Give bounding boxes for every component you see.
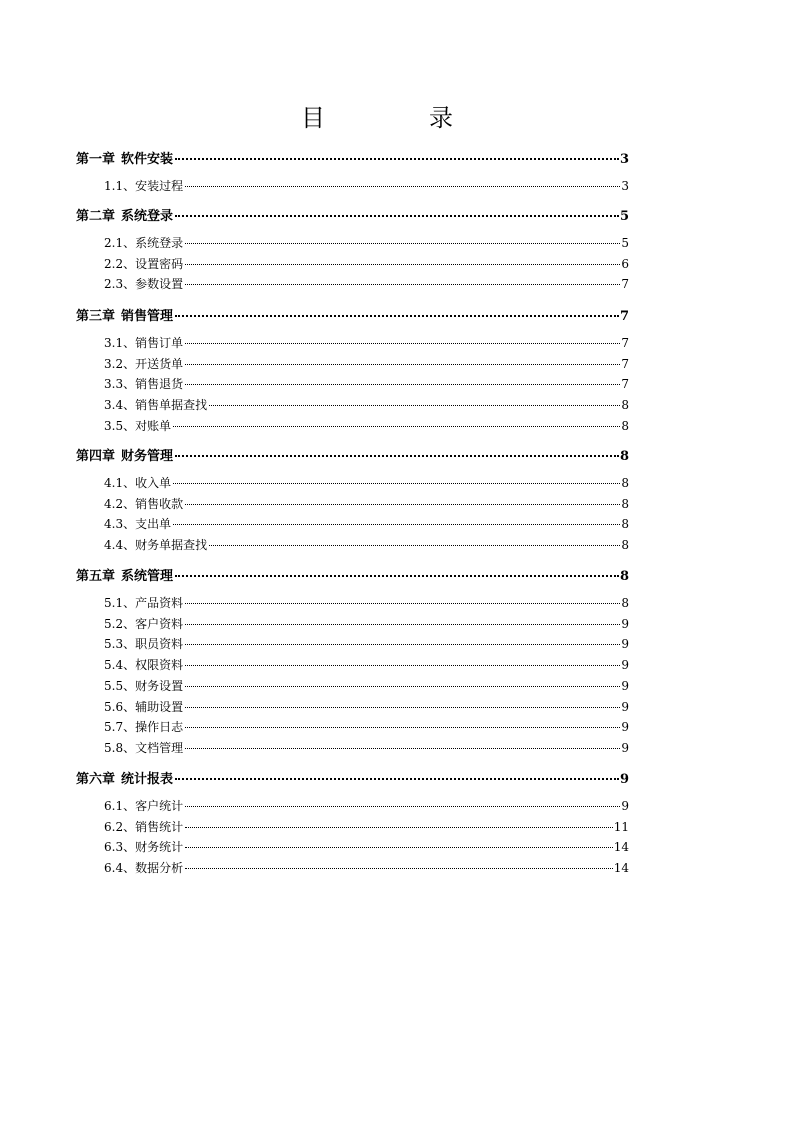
section-title: 产品资料 (135, 596, 184, 610)
dot-leader (173, 426, 620, 427)
section-label (104, 255, 183, 272)
toc-section-entry[interactable] (104, 536, 629, 554)
dot-leader (185, 806, 620, 807)
section-title: 系统登录 (135, 236, 184, 250)
dot-leader (185, 727, 620, 728)
section-label (104, 635, 183, 652)
page-number: 8 (621, 476, 629, 490)
dot-leader (185, 284, 620, 285)
section-title: 文档管理 (135, 740, 184, 755)
section-label (104, 177, 183, 194)
dot-leader (175, 575, 619, 577)
section-label (104, 515, 171, 532)
page-number: 8 (621, 538, 629, 553)
chapter-title: 销售管理 (121, 309, 174, 324)
dot-leader (185, 624, 620, 625)
section-label (104, 615, 183, 632)
chapter-title: 软件安装 (121, 152, 174, 167)
dot-leader (175, 158, 619, 160)
section-title: 安装过程 (135, 179, 184, 193)
section-number: 6.1、 (104, 799, 136, 813)
chapter-number: 第一章 (76, 152, 116, 167)
page-number: 9 (621, 637, 629, 652)
section-label (104, 677, 183, 694)
dot-leader (209, 545, 620, 546)
page-number: 14 (613, 861, 629, 876)
section-number: 4.2、 (104, 496, 136, 511)
page-number: 9 (621, 678, 629, 693)
toc-section-entry[interactable] (104, 698, 629, 716)
page-number: 9 (621, 720, 629, 735)
section-label (104, 859, 183, 876)
section-title: 对账单 (135, 418, 172, 433)
chapter-number: 第四章 (76, 449, 116, 464)
section-label (104, 495, 183, 512)
page-number: 8 (621, 596, 629, 610)
chapter-number: 第二章 (76, 209, 116, 224)
section-title: 设置密码 (135, 256, 184, 271)
toc-section-entry[interactable] (104, 275, 629, 293)
section-title: 操作日志 (135, 720, 184, 735)
dot-leader (175, 315, 619, 317)
dot-leader (185, 644, 620, 645)
dot-leader (173, 483, 620, 484)
dot-leader (185, 847, 613, 848)
toc-chapter-entry[interactable] (76, 445, 629, 463)
dot-leader (185, 364, 620, 365)
section-title: 财务单据查找 (135, 538, 208, 553)
toc-section-entry[interactable] (104, 718, 629, 736)
chapter-label (76, 205, 173, 224)
section-label (104, 838, 183, 855)
section-number: 3.1、 (104, 336, 136, 350)
page-number: 11 (613, 819, 629, 834)
toc-section-entry[interactable] (104, 838, 629, 856)
section-number: 2.3、 (104, 277, 136, 292)
section-title: 数据分析 (135, 861, 184, 876)
page-number: 14 (613, 840, 629, 855)
section-title: 客户资料 (135, 616, 184, 631)
dot-leader (185, 707, 620, 708)
section-number: 5.4、 (104, 658, 136, 673)
dot-leader (185, 748, 620, 749)
page-number: 8 (621, 398, 629, 413)
chapter-number: 第六章 (76, 772, 116, 787)
section-label (104, 275, 183, 292)
dot-leader (209, 405, 620, 406)
section-label (104, 739, 183, 756)
toc-chapter-entry[interactable] (76, 148, 629, 166)
toc-section-entry[interactable] (104, 474, 629, 492)
section-number: 3.3、 (104, 377, 136, 392)
toc-section-entry[interactable] (104, 177, 629, 195)
toc-section-entry[interactable] (104, 739, 629, 757)
section-title: 销售统计 (135, 819, 184, 834)
toc-section-entry[interactable] (104, 859, 629, 877)
page-number: 3 (619, 152, 629, 167)
toc-section-entry[interactable] (104, 334, 629, 352)
chapter-title: 系统管理 (121, 569, 174, 584)
page-number: 5 (619, 209, 629, 224)
chapter-title: 财务管理 (121, 449, 174, 464)
chapter-title: 系统登录 (121, 209, 174, 224)
section-label (104, 417, 171, 434)
section-number: 5.2、 (104, 616, 136, 631)
section-number: 6.3、 (104, 840, 136, 855)
page-number: 8 (619, 449, 629, 464)
section-title: 销售退货 (135, 377, 184, 392)
dot-leader (185, 686, 620, 687)
chapter-label (76, 768, 173, 787)
page-number: 7 (621, 356, 629, 371)
section-label (104, 718, 183, 735)
section-title: 收入单 (135, 476, 172, 490)
section-label (104, 698, 183, 715)
dot-leader (185, 384, 620, 385)
section-title: 权限资料 (135, 658, 184, 673)
section-title: 销售订单 (135, 336, 184, 350)
section-title: 财务设置 (135, 678, 184, 693)
page-number: 8 (621, 496, 629, 511)
chapter-title: 统计报表 (121, 772, 174, 787)
section-number: 5.6、 (104, 699, 136, 714)
toc-section-entry[interactable] (104, 656, 629, 674)
page-number: 9 (621, 740, 629, 755)
toc-section-entry[interactable] (104, 615, 629, 633)
toc-section-entry[interactable] (104, 355, 629, 373)
toc-chapter-entry[interactable] (76, 205, 629, 223)
section-title: 参数设置 (135, 277, 184, 292)
section-number: 6.4、 (104, 861, 136, 876)
toc-section-entry[interactable] (104, 635, 629, 653)
dot-leader (185, 504, 620, 505)
section-number: 5.3、 (104, 637, 136, 652)
section-number: 5.1、 (104, 596, 136, 610)
page-number: 9 (621, 699, 629, 714)
dot-leader (185, 186, 620, 187)
section-label (104, 536, 207, 553)
dot-leader (175, 778, 619, 780)
chapter-number: 第三章 (76, 309, 116, 324)
section-title: 客户统计 (135, 799, 184, 813)
section-title: 销售收款 (135, 496, 184, 511)
section-label (104, 656, 183, 673)
toc-section-entry[interactable] (104, 417, 629, 435)
page-number: 6 (621, 256, 629, 271)
toc-chapter-entry[interactable] (76, 565, 629, 583)
page-number: 7 (619, 309, 629, 324)
section-number: 2.1、 (104, 236, 136, 250)
page-number: 7 (621, 377, 629, 392)
toc-section-entry[interactable] (104, 495, 629, 513)
dot-leader (185, 827, 613, 828)
section-label (104, 474, 171, 491)
section-title: 开送货单 (135, 356, 184, 371)
section-title: 职员资料 (135, 637, 184, 652)
section-number: 5.8、 (104, 740, 136, 755)
dot-leader (185, 665, 620, 666)
page-number: 9 (619, 772, 629, 787)
page-number: 8 (619, 569, 629, 584)
chapter-label (76, 305, 173, 324)
toc-section-entry[interactable] (104, 515, 629, 533)
dot-leader (175, 455, 619, 457)
chapter-number: 第五章 (76, 569, 116, 584)
toc-section-entry[interactable] (104, 677, 629, 695)
page-number: 7 (621, 277, 629, 292)
dot-leader (185, 243, 620, 244)
toc-section-entry[interactable] (104, 818, 629, 836)
section-title: 销售单据查找 (135, 398, 208, 413)
dot-leader (175, 215, 619, 217)
section-number: 4.3、 (104, 517, 136, 532)
section-label (104, 797, 183, 814)
section-title: 辅助设置 (135, 699, 184, 714)
section-number: 3.5、 (104, 418, 136, 433)
chapter-label (76, 445, 173, 464)
section-number: 2.2、 (104, 256, 136, 271)
chapter-label (76, 148, 173, 167)
dot-leader (185, 264, 620, 265)
section-label (104, 334, 183, 351)
section-label (104, 234, 183, 251)
section-number: 1.1、 (104, 179, 136, 193)
toc-title: 目 录 (301, 104, 493, 132)
section-title: 支出单 (135, 517, 172, 532)
section-number: 4.4、 (104, 538, 136, 553)
section-number: 5.7、 (104, 720, 136, 735)
dot-leader (173, 524, 620, 525)
page-number: 7 (621, 336, 629, 350)
chapter-label (76, 565, 173, 584)
page-number: 9 (621, 658, 629, 673)
toc-section-entry[interactable] (104, 234, 629, 252)
page-number: 3 (621, 179, 629, 193)
section-number: 3.4、 (104, 398, 136, 413)
section-number: 3.2、 (104, 356, 136, 371)
toc-section-entry[interactable] (104, 255, 629, 273)
toc-section-entry[interactable] (104, 396, 629, 414)
section-label (104, 594, 183, 611)
page-number: 5 (621, 236, 629, 250)
section-label (104, 355, 183, 372)
dot-leader (185, 868, 613, 869)
page-number: 8 (621, 418, 629, 433)
dot-leader (185, 343, 620, 344)
page-number: 9 (621, 616, 629, 631)
section-label (104, 818, 183, 835)
dot-leader (185, 603, 620, 604)
section-label (104, 375, 183, 392)
toc-section-entry[interactable] (104, 594, 629, 612)
section-label (104, 396, 207, 413)
section-number: 6.2、 (104, 819, 136, 834)
page-number: 8 (621, 517, 629, 532)
section-title: 财务统计 (135, 840, 184, 855)
toc-section-entry[interactable] (104, 797, 629, 815)
page-number: 9 (621, 799, 629, 813)
section-number: 5.5、 (104, 678, 136, 693)
section-number: 4.1、 (104, 476, 136, 490)
toc-chapter-entry[interactable] (76, 768, 629, 786)
toc-chapter-entry[interactable] (76, 305, 629, 323)
toc-section-entry[interactable] (104, 375, 629, 393)
